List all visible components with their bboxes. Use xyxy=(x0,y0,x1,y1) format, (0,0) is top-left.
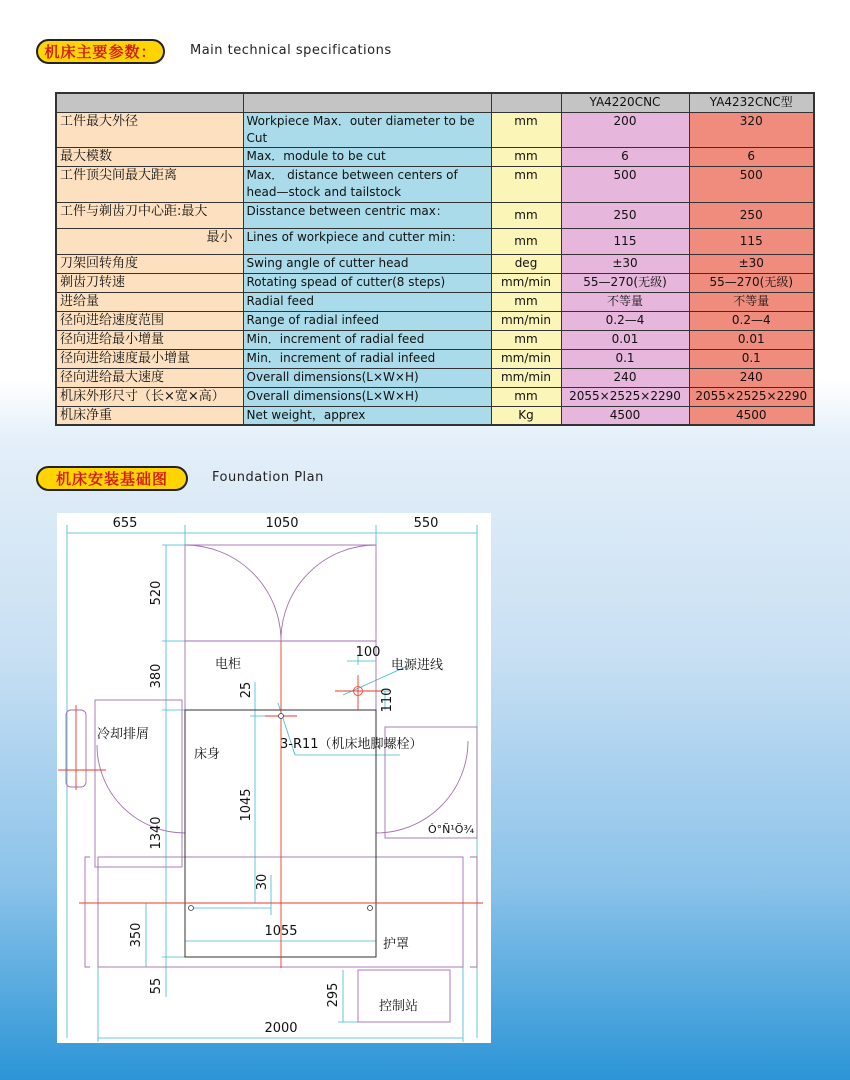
header-model-a: YA4220CNC xyxy=(561,93,689,112)
dim-550: 550 xyxy=(413,516,439,531)
dim-1055: 1055 xyxy=(264,924,298,939)
value-ya4232cnc: 55—270(无级) xyxy=(689,273,814,292)
dim-1045: 1045 xyxy=(239,788,254,822)
spec-name-en: Max． distance between centers of head—stock and tailstock xyxy=(243,166,491,202)
dim-1050: 1050 xyxy=(265,516,299,531)
value-ya4232cnc: 240 xyxy=(689,368,814,387)
dim-380: 380 xyxy=(149,663,164,689)
spec-name-cn: 剃齿刀转速 xyxy=(56,273,243,292)
spec-name-en: Overall dimensions(L×W×H) xyxy=(243,387,491,406)
spec-name-cn: 最大模数 xyxy=(56,147,243,166)
value-ya4220cnc: 0.01 xyxy=(561,330,689,349)
spec-unit: mm xyxy=(491,166,561,202)
value-ya4220cnc: 4500 xyxy=(561,406,689,425)
value-ya4232cnc: ±30 xyxy=(689,254,814,273)
spec-name-en: Lines of workpiece and cutter min： xyxy=(243,228,491,254)
value-ya4220cnc: 250 xyxy=(561,202,689,228)
label-coolant: 冷却排屑 xyxy=(97,727,150,742)
spec-name-cn: 进给量 xyxy=(56,292,243,311)
spec-unit: mm/min xyxy=(491,273,561,292)
value-ya4220cnc: 500 xyxy=(561,166,689,202)
value-ya4220cnc: 不等量 xyxy=(561,292,689,311)
spec-name-cn: 径向进给最小增量 xyxy=(56,330,243,349)
dim-100: 100 xyxy=(355,645,381,660)
spec-name-en: Net weight，apprex xyxy=(243,406,491,425)
value-ya4232cnc: 0.1 xyxy=(689,349,814,368)
spec-name-en: Overall dimensions(L×W×H) xyxy=(243,368,491,387)
spec-name-cn: 最小 xyxy=(56,228,243,254)
dim-655: 655 xyxy=(112,516,138,531)
dim-350: 350 xyxy=(129,922,144,948)
label-bed: 床身 xyxy=(194,747,221,762)
bolt-hole-icon xyxy=(368,906,373,911)
spec-name-cn: 径向进给速度最小增量 xyxy=(56,349,243,368)
value-ya4232cnc: 115 xyxy=(689,228,814,254)
spec-unit: mm/min xyxy=(491,311,561,330)
spec-unit: mm xyxy=(491,292,561,311)
value-ya4232cnc: 320 xyxy=(689,112,814,147)
plan-section-badge: 机床安装基础图 xyxy=(36,466,188,491)
value-ya4220cnc: 200 xyxy=(561,112,689,147)
value-ya4232cnc: 500 xyxy=(689,166,814,202)
spec-unit: mm xyxy=(491,387,561,406)
dim-55: 55 xyxy=(149,977,164,995)
spec-unit: mm xyxy=(491,228,561,254)
bolt-hole-icon xyxy=(279,714,284,719)
dim-110: 110 xyxy=(380,687,395,713)
spec-unit: Kg xyxy=(491,406,561,425)
spec-name-en: Min．increment of radial infeed xyxy=(243,349,491,368)
label-power-inlet: 电源进线 xyxy=(391,658,444,673)
value-ya4220cnc: 115 xyxy=(561,228,689,254)
value-ya4220cnc: 0.1 xyxy=(561,349,689,368)
spec-name-en: Range of radial infeed xyxy=(243,311,491,330)
spec-name-en: Workpiece Max．outer diameter to be Cut xyxy=(243,112,491,147)
spec-section-title: Main technical specifications xyxy=(190,43,392,58)
dim-295: 295 xyxy=(326,982,341,1008)
label-garbled: Ò°Ñ¹Ö¾ xyxy=(428,823,475,836)
value-ya4232cnc: 250 xyxy=(689,202,814,228)
plan-section-title: Foundation Plan xyxy=(212,470,324,485)
spec-unit: mm/min xyxy=(491,368,561,387)
value-ya4232cnc: 4500 xyxy=(689,406,814,425)
spec-unit: mm xyxy=(491,112,561,147)
spec-name-cn: 径向进给速度范围 xyxy=(56,311,243,330)
spec-name-en: Swing angle of cutter head xyxy=(243,254,491,273)
spec-name-en: Radial feed xyxy=(243,292,491,311)
dim-30: 30 xyxy=(255,873,270,891)
dim-520: 520 xyxy=(149,580,164,606)
spec-unit: mm/min xyxy=(491,349,561,368)
header-model-b: YA4232CNC型 xyxy=(689,93,814,112)
spec-name-cn: 径向进给最大速度 xyxy=(56,368,243,387)
spec-unit: mm xyxy=(491,330,561,349)
value-ya4220cnc: ±30 xyxy=(561,254,689,273)
label-cabinet: 电柜 xyxy=(215,657,242,672)
drawing-panel xyxy=(57,513,491,1043)
spec-unit: mm xyxy=(491,147,561,166)
value-ya4220cnc: 240 xyxy=(561,368,689,387)
dim-2000: 2000 xyxy=(264,1021,298,1036)
spec-name-en: Min．increment of radial feed xyxy=(243,330,491,349)
spec-section-badge: 机床主要参数： xyxy=(36,39,165,64)
dim-25: 25 xyxy=(239,681,254,699)
value-ya4220cnc: 0.2—4 xyxy=(561,311,689,330)
spec-name-cn: 工件与剃齿刀中心距:最大 xyxy=(56,202,243,228)
label-control-station: 控制站 xyxy=(379,999,419,1014)
value-ya4232cnc: 0.01 xyxy=(689,330,814,349)
bolt-hole-icon xyxy=(189,906,194,911)
spec-name-cn: 刀架回转角度 xyxy=(56,254,243,273)
dim-1340: 1340 xyxy=(149,816,164,850)
spec-unit: mm xyxy=(491,202,561,228)
value-ya4220cnc: 55—270(无级) xyxy=(561,273,689,292)
value-ya4232cnc: 6 xyxy=(689,147,814,166)
label-bolts: 3-R11（机床地脚螺栓） xyxy=(280,737,423,752)
value-ya4220cnc: 6 xyxy=(561,147,689,166)
value-ya4232cnc: 不等量 xyxy=(689,292,814,311)
spec-name-cn: 机床净重 xyxy=(56,406,243,425)
value-ya4232cnc: 0.2—4 xyxy=(689,311,814,330)
value-ya4220cnc: 2055×2525×2290 xyxy=(561,387,689,406)
spec-unit: deg xyxy=(491,254,561,273)
label-guard: 护罩 xyxy=(383,937,410,952)
spec-name-en: Max．module to be cut xyxy=(243,147,491,166)
spec-name-cn: 工件最大外径 xyxy=(56,112,243,147)
spec-name-cn: 工件顶尖间最大距离 xyxy=(56,166,243,202)
spec-name-cn: 机床外形尺寸（长×宽×高） xyxy=(56,387,243,406)
value-ya4232cnc: 2055×2525×2290 xyxy=(689,387,814,406)
spec-name-en: Rotating spead of cutter(8 steps) xyxy=(243,273,491,292)
spec-name-en: Disstance between centric max： xyxy=(243,202,491,228)
